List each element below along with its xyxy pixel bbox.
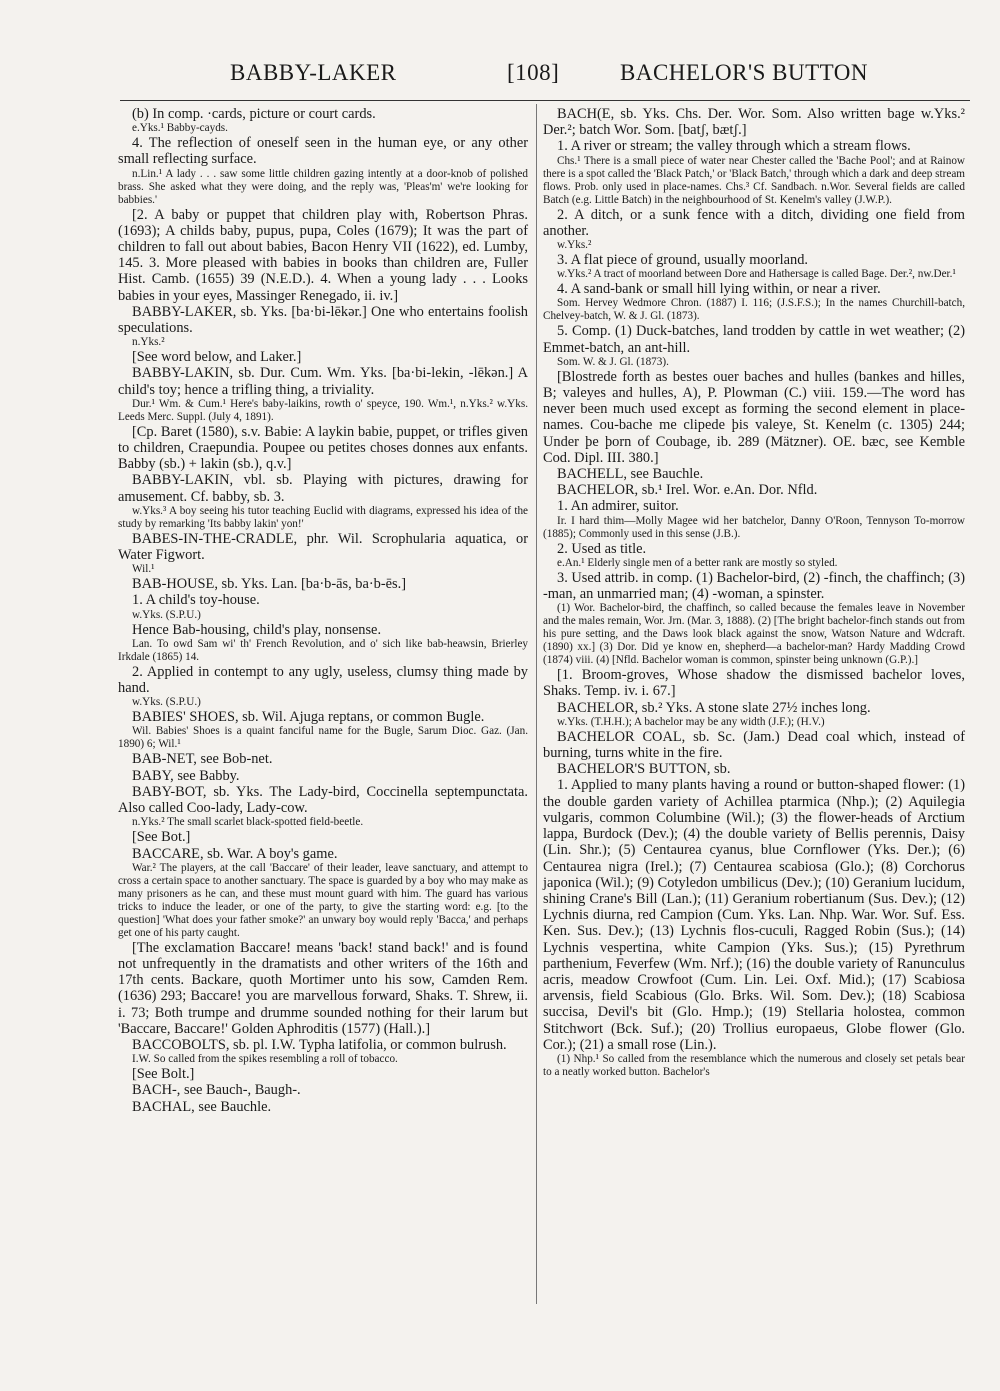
entry-paragraph: BACHELOR, sb.² Yks. A stone slate 27½ inches long. [557, 699, 871, 716]
citation-text: w.Yks. (S.P.U.) [132, 608, 201, 621]
citation-text: w.Yks. (T.H.H.); A bachelor may be any width (J.F.); (H.V.) [557, 715, 825, 728]
header-left-word: BABBY-LAKER [230, 60, 397, 85]
entry-paragraph: Hence Bab-housing, child's play, nonsense. [132, 621, 382, 638]
entry-paragraph: BACHELOR COAL, sb. Sc. (Jam.) Dead coal which, instead of burning, turns white in the fire. [543, 728, 965, 762]
entry-paragraph: BACHELL, see Bauchle. [557, 466, 704, 483]
citation-text: Som. Hervey Wedmore Chron. (1887) I. 116; (J.S.F.S.); In the names Churchill-batch, Chelvey-batch, W. & J. Gl. (1873). [543, 297, 965, 323]
entry-paragraph: BABY-BOT, sb. Yks. The Lady-bird, Coccinella septempunctata. Also called Coo-lady, Lady-cow. [118, 783, 528, 817]
citation-text: Dur.¹ Wm. & Cum.¹ Here's baby-laikins, rowth o' speyce, 190. Wm.¹, n.Yks.² w.Yks. Leeds Merc. Suppl. (July 4, 1891). [118, 397, 528, 423]
entry-paragraph: [The exclamation Baccare! means 'back! stand back!' and is found not unfrequently in the dramatists and other writers of the 16th and 17th cents. Backare, quoth Mortimer unto his sow, Camden Rem. (1636) 293; Baccare! you are marvellous forward, Shaks. T. Shrew, ii. i. 73; Both trumpe and drumme sounded nothing for their larum but 'Baccare, Baccare!' Golden Aphroditis (1577) (Hall.).] [118, 939, 528, 1037]
citation-text: Chs.¹ There is a small piece of water near Chester called the 'Bache Pool'; and at Rainow there is a spot called the 'Black Patch,' or 'Black Batch,' through which a dark and deep stream flows. Prob. only used in place-names. Chs.³ Cf. Sandbach. n.Wor. Several fields are called Batch (e.g. Little Batch) in the neighbourhood of St. Kenelm's valley (J.W.P.). [543, 154, 965, 206]
page-number: [108] [507, 60, 560, 85]
entry-paragraph: 3. A flat piece of ground, usually moorland. [557, 252, 808, 269]
citation-text: Som. W. & J. Gl. (1873). [557, 355, 669, 368]
entry-paragraph: BACHELOR, sb.¹ Irel. Wor. e.An. Dor. Nfld. [557, 482, 818, 499]
entry-paragraph: [2. A baby or puppet that children play with, Robertson Phras. (1693); A childs baby, pupus, pupa, Coles (1679); It was the part of children to fall out about babies, Bacon Henry VII (1622), ed. Lumby, 145. 3. More pleased with babies in books than children are, Fuller Hist. Camb. (1655) 39 (N.E.D.). 4. When a young lady . . . Looks babies in your eyes, Massinger Renegado, ii. iv.] [118, 206, 528, 304]
entry-paragraph: (b) In comp. ·cards, picture or court cards. [132, 106, 376, 122]
entry-paragraph: BACHELOR'S BUTTON, sb. [557, 761, 731, 778]
header-right-word: BACHELOR'S BUTTON [620, 60, 868, 85]
citation-text: I.W. So called from the spikes resembling a roll of tobacco. [132, 1053, 398, 1066]
entry-paragraph: BACCARE, sb. War. A boy's game. [132, 845, 338, 862]
entry-paragraph: 5. Comp. (1) Duck-batches, land trodden by cattle in wet weather; (2) Emmet-batch, an ant-hill. [543, 323, 965, 356]
entry-paragraph: BABBY-LAKIN, sb. Dur. Cum. Wm. Yks. [ba·bi-lekin, -lēkən.] A child's toy; hence a trifling thing, a triviality. [118, 365, 528, 398]
entry-paragraph: 4. The reflection of oneself seen in the human eye, or any other small reflecting surface. [118, 135, 528, 168]
column-divider [536, 104, 537, 1304]
page-header [120, 60, 930, 96]
entry-paragraph: 1. A river or stream; the valley through which a stream flows. [557, 138, 911, 155]
entry-paragraph: [Blostrede forth as bestes ouer baches and hulles (bankes and hilles, B; valeyes and hulles, A), P. Plowman (C.) viii. 159.—The word has never been much used except as forming the second element in place-names. Cou-bache me clipede þis valeye, St. Kenelm (c. 1305) 244; Under þe þorn of Coubage, ib. 289 (Mätzner). OE. bæc, see Kemble Cod. Dipl. III. 380.] [543, 368, 965, 466]
citation-text: Wil. Babies' Shoes is a quaint fanciful name for the Bugle, Sarum Dioc. Gaz. (Jan. 1890) 6; Wil.¹ [118, 725, 528, 751]
entry-paragraph: 3. Used attrib. in comp. (1) Bachelor-bird, (2) -finch, the chaffinch; (3) -man, an unmarried man; (4) -woman, a spinster. [543, 569, 965, 603]
entry-paragraph: BABY, see Babby. [132, 767, 240, 784]
citation-text: (1) Wor. Bachelor-bird, the chaffinch, so called because the females leave in November and the males remain, Wor. Jrn. (Mar. 3, 1888). (2) [The bright bachelor-finch stands out from his pure setting, and the Daws look black against the snow, Watson Nature and Wdcraft. (1890) xx.] (3) Dor. Did ye know en, shepherd—a bachelor-man? Hardy Madding Crowd (1874) viii. (4) [Nfld. Bachelor woman is common, spinster being unknown (G.P.).] [543, 602, 965, 667]
entry-paragraph: BACHAL, see Bauchle. [132, 1098, 272, 1115]
entry-paragraph: 2. A ditch, or a sunk fence with a ditch, dividing one field from another. [543, 206, 965, 239]
header-rule [120, 100, 970, 101]
citation-text: w.Yks.² [557, 239, 592, 252]
entry-paragraph: BABES-IN-THE-CRADLE, phr. Wil. Scrophularia aquatica, or Water Figwort. [118, 530, 528, 564]
entry-paragraph: [1. Broom-groves, Whose shadow the dismissed bachelor loves, Shaks. Temp. iv. i. 67.] [543, 667, 965, 700]
right-column [543, 106, 965, 1079]
entry-paragraph: 4. A sand-bank or small hill lying within, or near a river. [557, 281, 881, 298]
entry-paragraph: BABBY-LAKIN, vbl. sb. Playing with pictures, drawing for amusement. Cf. babby, sb. 3. [118, 472, 528, 505]
citation-text: Wil.¹ [132, 563, 155, 576]
left-column [118, 106, 528, 1115]
entry-paragraph: BACH(E, sb. Yks. Chs. Der. Wor. Som. Also written bage w.Yks.² Der.²; batch Wor. Som. [batʃ, bætʃ.] [543, 106, 965, 139]
citation-text: Lan. To owd Sam wi' th' French Revolution, and o' sich like bab-heawsin, Brierley Irkdale (1865) 14. [118, 637, 528, 663]
entry-paragraph: 1. An admirer, suitor. [557, 498, 679, 515]
entry-paragraph: BAB-NET, see Bob-net. [132, 751, 273, 768]
citation-text: w.Yks.³ A boy seeing his tutor teaching Euclid with diagrams, expressed his idea of the study by remarking 'Its babby lakin' yon!' [118, 504, 528, 530]
entry-paragraph: BABIES' SHOES, sb. Wil. Ajuga reptans, or common Bugle. [132, 709, 485, 726]
citation-text: n.Yks.² The small scarlet black-spotted field-beetle. [132, 816, 364, 829]
entry-paragraph: 1. Applied to many plants having a round or button-shaped flower: (1) the double garden variety of Achillea ptarmica (Nhp.); (2) Aquilegia vulgaris, common Columbine (Wil.); (3) the flower-heads of Arctium lappa, Burdock (Dev.); (4) the double variety of Bellis perennis, Daisy (Lin. Shr.); (5) Centaurea cyanus, blue Cornflower (Yks. Der.); (6) Centaurea nigra (Irel.); (7) Centaurea scabiosa (Glo.); (8) Corchorus japonica (Wil.); (9) Cotyledon umbilicus (Dev.); (10) Geranium lucidum, shining Crane's Bill (Lan.); (11) Geranium robertianum (Sus. Dev.); (12) Lychnis diurna, red Campion (Cum. Yks. Lan. Nhp. War. Wor. Suf. Ess. Ken. Sus. Dev.); (13) Lychnis flos-cuculi, Ragged Robin (Sus.); (14) Lychnis vespertina, white Campion (Yks. Sus.); (15) Pyrethrum parthenium, Feverfew (Wm. Nrf.); (16) the double variety of Ranunculus acris, meadow Crowfoot (Cum. Lin. Lei. Oxf. Mid.); (17) Scabiosa arvensis, field Scabious (Glo. Brks. Wil. Som. Dev.); (18) Scabiosa succisa, Devil's bit (Glo. Hmp.); (19) Stellaria holostea, common Stitchwort (Bck. Suf.); (20) Trollius europaeus, Globe flower (Glo. Cor.); (21) a small rose (Lin.). [543, 777, 965, 1053]
entry-paragraph: 2. Used as title. [557, 540, 647, 557]
citation-text: Ir. I hard thim—Molly Magee wid her batchelor, Danny O'Roon, Tennyson To-morrow (1885); Commonly used in this sense (J.B.). [543, 514, 965, 540]
entry-paragraph: [See word below, and Laker.] [132, 349, 302, 366]
citation-text: w.Yks.² A tract of moorland between Dore and Hathersage is called Bage. Der.², nw.Der.¹ [557, 268, 956, 281]
citation-text: War.² The players, at the call 'Baccare' of their leader, leave sanctuary, and attempt to cross a certain space to another sanctuary. The space is guarded by a boy who may make as many prisoners as he can, and these must mount guard with him. The guard has various tricks to induce the leader, or one of the party, to give the starting word: e.g. [to the question] 'What does your father smoke?' an unwary boy would reply 'Bacca,' and perhaps get one of his party caught. [118, 861, 528, 939]
entry-paragraph: BABBY-LAKER, sb. Yks. [ba·bi-lēkər.] One who entertains foolish speculations. [118, 303, 528, 337]
entry-paragraph: BAB-HOUSE, sb. Yks. Lan. [ba·b-ās, ba·b-ēs.] [132, 576, 407, 593]
citation-text: n.Yks.² [132, 336, 165, 349]
citation-text: e.Yks.¹ Babby-cayds. [132, 122, 228, 135]
citation-text: e.An.¹ Elderly single men of a better rank are mostly so styled. [557, 556, 838, 569]
citation-text: n.Lin.¹ A lady . . . saw some little children gazing intently at a door-knob of polished brass. She asked what they were doing, and the reply was, 'Pleas'm' we're looking for babbies.' [118, 167, 528, 206]
entry-paragraph: [See Bot.] [132, 829, 191, 846]
entry-paragraph: 1. A child's toy-house. [132, 592, 260, 609]
entry-paragraph: BACH-, see Bauch-, Baugh-. [132, 1082, 301, 1099]
entry-paragraph: [Cp. Baret (1580), s.v. Babie: A laykin babie, puppet, or trifles given to children, Craepundia. Poupee ou petites choses donnes aux enfants. Babby (sb.) + lakin (sb.), q.v.] [118, 423, 528, 473]
entry-paragraph: 2. Applied in contempt to any ugly, useless, clumsy thing made by hand. [118, 663, 528, 697]
citation-text: w.Yks. (S.P.U.) [132, 696, 201, 709]
entry-paragraph: [See Bolt.] [132, 1066, 195, 1083]
entry-paragraph: BACCOBOLTS, sb. pl. I.W. Typha latifolia, or common bulrush. [132, 1036, 507, 1053]
citation-text: (1) Nhp.¹ So called from the resemblance which the numerous and closely set petals bear to a neatly worked button. Bachelor's [543, 1052, 965, 1078]
